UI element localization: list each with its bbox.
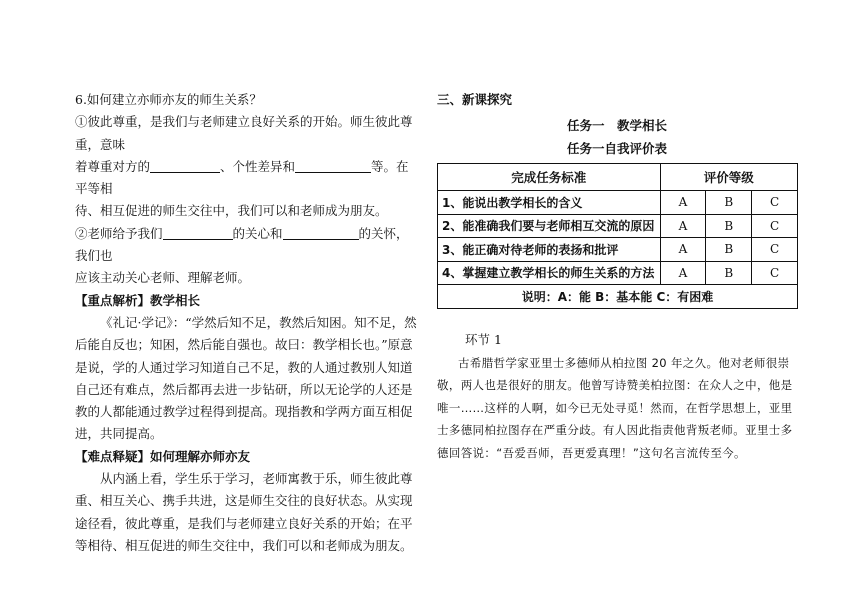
header-grade: 评价等级: [660, 164, 797, 191]
table-note-row: [438, 285, 798, 309]
grade-c-option[interactable]: C: [752, 261, 798, 285]
grade-c-option[interactable]: C: [752, 238, 798, 262]
fill-blank[interactable]: [283, 226, 359, 240]
grade-a-option[interactable]: A: [660, 238, 706, 262]
question-6-title: 6.如何建立亦师亦友的师生关系？: [75, 92, 262, 107]
grade-c-option[interactable]: C: [752, 214, 798, 238]
self-evaluation-table: [437, 163, 798, 309]
difficulty-heading: 【难点释疑】如何理解亦师亦友: [75, 448, 251, 464]
grade-c-option[interactable]: C: [752, 191, 798, 215]
grade-a-option[interactable]: A: [660, 191, 706, 215]
table-title: 任务一自我评价表: [566, 141, 667, 156]
answer-2-line-2: 应该主动关心老师、理解老师。: [75, 270, 251, 286]
section-heading: 三、新课探究: [437, 92, 513, 107]
grade-legend: 说明：A：能 B：基本能 C：有困难: [438, 285, 798, 309]
grade-b-option[interactable]: B: [706, 261, 752, 285]
criteria-cell: 2、能准确我们要与老师相互交流的原因: [438, 214, 661, 238]
criteria-cell: 3、能正确对待老师的表扬和批评: [438, 238, 661, 262]
key-point-body: 《礼记·学记》：“学然后知不足，教然后知困。知不足，然后能自反也；知困，然后能自强也。故曰：教学相长也。”原意是说，学的人通过学习知道自己不足，教的人通过教别人知道自己还有难点，然后都再去进一步钻研，所以无论学的人还是教的人都能通过教学过程得到提高。现指教和学两方面互相促进，共同提高。: [75, 314, 417, 442]
left-column: [75, 89, 420, 557]
answer-paragraph-2: [75, 223, 420, 290]
story-paragraph: 古希腊哲学家亚里士多德师从柏拉图 20 年之久。他对老师很崇敬，两人也是很好的朋友。他曾写诗赞美柏拉图：在众人之中，他是唯一……这样的人啊，如今已无处寻觅！然而，在哲学思想上，亚里士多德同柏拉图存在严重分歧。有人因此指责他背叛老师。亚里士多德回答说：“吾爱吾师，吾更爱真理！”这句名言流传至今。: [437, 355, 793, 460]
answer-2-line-1c: 的关怀，我们也: [75, 225, 409, 264]
link-label: 环节 1: [465, 331, 502, 347]
table-row: [438, 191, 798, 215]
fill-blank[interactable]: [163, 226, 233, 240]
answer-1-line-1: ①彼此尊重，是我们与老师建立良好关系的开始。师生彼此尊重，意味: [75, 114, 413, 152]
right-column: [437, 89, 797, 464]
answer-paragraph-1: [75, 111, 420, 222]
table-header-row: [438, 164, 798, 191]
grade-b-option[interactable]: B: [706, 214, 752, 238]
answer-2-line-1a: ②老师给予我们: [75, 225, 163, 241]
answer-1-line-2a: 着尊重对方的: [75, 158, 151, 174]
answer-1-line-2b: 、个性差异和: [220, 158, 296, 174]
key-point-heading: 【重点解析】教学相长: [75, 292, 201, 308]
grade-a-option[interactable]: A: [660, 214, 706, 238]
table-row: [438, 214, 798, 238]
answer-1-line-3: 待、相互促进的师生交往中，我们可以和老师成为朋友。: [75, 203, 388, 219]
grade-a-option[interactable]: A: [660, 261, 706, 285]
task-title: 任务一 教学相长: [566, 118, 667, 133]
answer-1-line-2c: 等。在平等相: [75, 158, 409, 197]
answer-2-line-1b: 的关心和: [232, 225, 283, 241]
table-row: [438, 238, 798, 262]
fill-blank[interactable]: [295, 159, 371, 173]
criteria-cell: 1、能说出教学相长的含义: [438, 191, 661, 215]
grade-b-option[interactable]: B: [706, 191, 752, 215]
header-criteria: 完成任务标准: [438, 164, 661, 191]
criteria-cell: 4、掌握建立教学相长的师生关系的方法: [438, 261, 661, 285]
grade-b-option[interactable]: B: [706, 238, 752, 262]
table-row: [438, 261, 798, 285]
difficulty-body: 从内涵上看，学生乐于学习，老师寓教于乐，师生彼此尊重、相互关心、携手共进，这是师生交往的良好状态。从实现途径看，彼此尊重，是我们与老师建立良好关系的开始；在平等相待、相互促进的师生交往中，我们可以和老师成为朋友。: [75, 471, 413, 553]
fill-blank[interactable]: [150, 159, 220, 173]
